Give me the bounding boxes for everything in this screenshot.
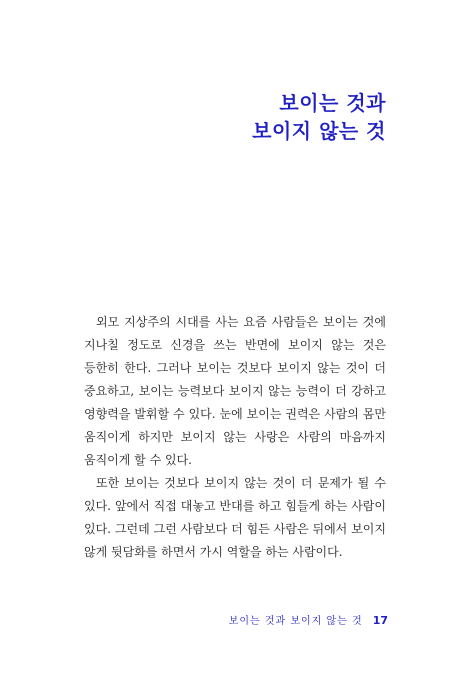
body-text [84,311,386,564]
paragraph-1: 외모 지상주의 시대를 사는 요즘 사람들은 보이는 것에 지나칠 정도로 신경을 쓰는 반면에 보이지 않는 것은 등한히 한다. 그러나 보이는 것보다 보이지 않는 것이 더 중요하고, 보이는 능력보다 보이지 않는 능력이 더 강하고 영향력을 발휘할 수 있다. 눈에 보이는 권력은 사람의 몸만 움직이게 하지만 보이지 않는 사랑은 사람의 마음까지 움직이게 할 수 있다. [84,315,386,467]
chapter-title [252,89,386,145]
paragraph-2: 또한 보이는 것보다 보이지 않는 것이 더 문제가 될 수 있다. 앞에서 직접 대놓고 반대를 하고 힘들게 하는 사람이 있다. 그런데 그런 사람보다 더 힘든 사람은 뒤에서 보이지 않게 뒷담화를 하면서 가시 역할을 하는 사람이다. [84,476,386,559]
chapter-title-line-1: 보이는 것과 [279,91,386,115]
page-footer [229,612,388,627]
running-title: 보이는 것과 보이지 않는 것 [228,616,363,627]
chapter-title-line-2: 보이지 않는 것 [252,119,386,143]
page-number: 17 [372,614,388,627]
